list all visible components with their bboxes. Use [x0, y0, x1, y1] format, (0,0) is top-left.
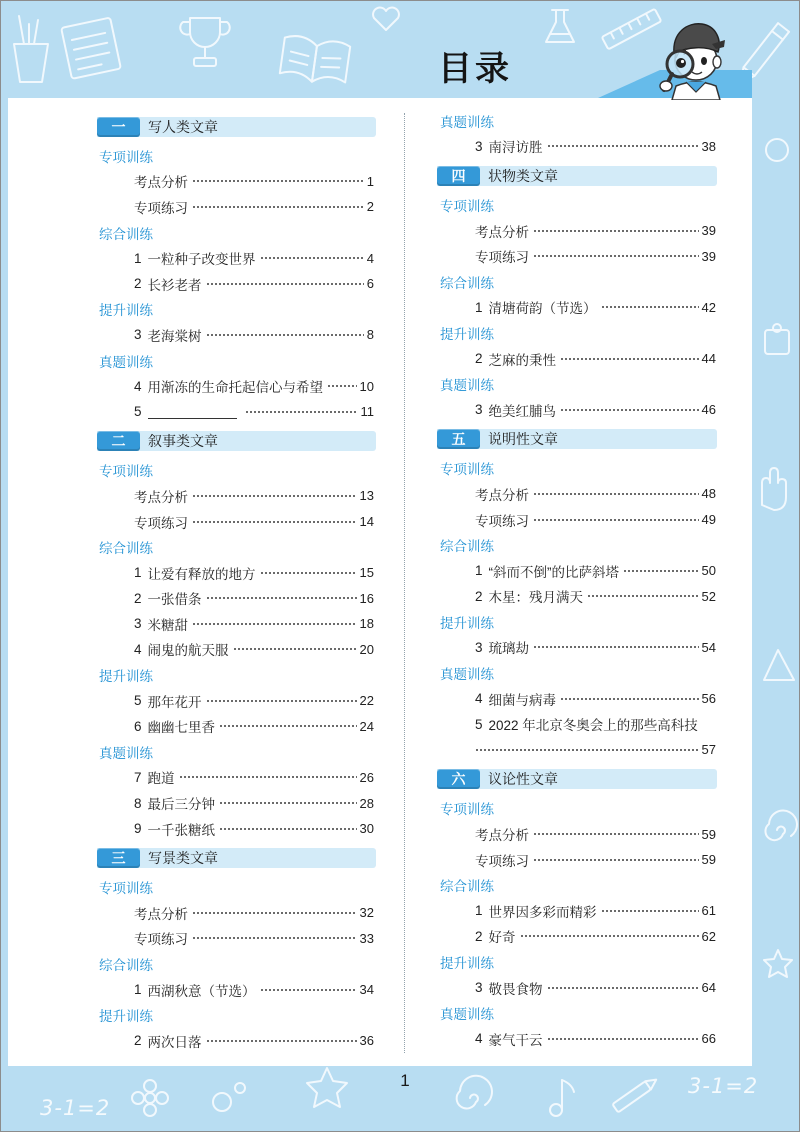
star-doodle-icon: [764, 950, 792, 977]
big-star-doodle-icon: [307, 1068, 347, 1107]
page-number: 22: [359, 693, 374, 709]
entry-title: 老海棠树: [147, 328, 202, 344]
entry-title: 豪气干云: [488, 1032, 543, 1048]
dot-leader: [206, 333, 364, 337]
page-number: 59: [701, 852, 716, 868]
swirl-doodle-icon: [765, 811, 797, 841]
toc-entry: [97, 322, 376, 348]
dot-leader: [533, 645, 699, 649]
entry-title: 一张借条: [147, 592, 202, 608]
section-header-bar: [437, 429, 717, 449]
entry-number: 2: [134, 1033, 142, 1049]
entry-title: 2022 年北京冬奥会上的那些高科技: [488, 718, 698, 734]
entry-title: 敬畏食物: [488, 981, 543, 997]
circle-doodle-icon: [766, 139, 788, 161]
toc-entry: [437, 686, 717, 712]
section-title: 状物类文章: [488, 167, 558, 184]
category-label: 专项训练: [99, 881, 153, 897]
dot-leader: [206, 699, 357, 703]
entry-number: 5: [134, 693, 142, 709]
section-title: 写景类文章: [148, 849, 218, 866]
dot-leader: [192, 622, 357, 626]
page-number: 30: [359, 821, 374, 837]
category-label: 专项训练: [99, 149, 153, 165]
category-label: 真题训练: [440, 1007, 494, 1023]
triangle-doodle-icon: [764, 650, 794, 680]
entry-title: 考点分析: [134, 489, 188, 505]
page-number-footer: 1: [400, 1071, 410, 1090]
entry-title: 米糖甜: [147, 617, 189, 633]
flask-doodle-icon: [546, 10, 574, 42]
entry-title: 一千张糖纸: [147, 822, 216, 838]
entry-number: 1: [134, 982, 142, 998]
entry-number: 1: [475, 299, 483, 315]
column-divider: [404, 113, 405, 1053]
music-note-doodle-icon: [550, 1080, 574, 1116]
page-number: 20: [359, 641, 374, 657]
toc-entry: [437, 507, 717, 533]
dot-leader: [192, 520, 357, 524]
toc-entry: [437, 898, 717, 924]
entry-title: “斜而不倒”的比萨斜塔: [488, 564, 620, 580]
page-number: 4: [366, 250, 374, 266]
toc-entry: [437, 711, 717, 737]
page-number: 46: [701, 402, 716, 418]
entry-title: 跑道: [147, 771, 175, 787]
section-header-bar: [97, 848, 376, 868]
entry-number: 2: [475, 588, 483, 604]
toc-entry: [437, 924, 717, 950]
toc-entry: [97, 509, 376, 535]
puzzle-doodle-icon: [765, 324, 789, 354]
dot-leader: [560, 697, 699, 701]
dot-leader: [533, 832, 699, 836]
entry-number: 2: [475, 351, 483, 367]
dot-leader: [260, 988, 357, 992]
toc-column-left: [97, 110, 376, 1054]
dot-leader: [245, 410, 358, 414]
entry-title: 长衫老者: [147, 277, 202, 293]
toc-entry: [437, 218, 717, 244]
entry-title-blank: [148, 405, 237, 419]
entry-title: 琉璃劫: [488, 641, 530, 657]
section-header-bar: [97, 117, 376, 137]
dot-leader: [560, 357, 699, 361]
category-label: 真题训练: [440, 667, 494, 683]
entry-number: 4: [475, 691, 483, 707]
entry-title: 考点分析: [475, 224, 529, 240]
doodle-math-right: 3-1=2: [688, 1074, 759, 1098]
entry-title: 专项练习: [134, 932, 188, 948]
toc-entry: [437, 584, 717, 610]
toc-column-right: [437, 108, 717, 1052]
entry-title: 细菌与病毒: [488, 692, 557, 708]
toc-entry: [97, 373, 376, 399]
toc-entry: [97, 926, 376, 952]
page-number: 66: [701, 1031, 716, 1047]
toc-entry: [97, 765, 376, 791]
dot-leader: [219, 827, 357, 831]
category-label: 真题训练: [440, 114, 494, 130]
section-header-bar: [437, 166, 717, 186]
section-title: 写人类文章: [148, 118, 218, 135]
pencil-cup-doodle-icon: [14, 16, 48, 82]
dot-leader: [260, 571, 357, 575]
dot-leader: [192, 179, 364, 183]
section-header: [437, 423, 717, 456]
entry-number: 7: [134, 769, 142, 785]
entry-title: 最后三分钟: [147, 797, 216, 813]
page-number: 54: [701, 639, 716, 655]
entry-title: 世界因多彩而精彩: [488, 904, 597, 920]
page-number: 2: [366, 199, 374, 215]
dot-leader: [547, 986, 699, 990]
dot-leader: [475, 748, 699, 752]
page-number: 38: [701, 138, 716, 154]
entry-number: 1: [475, 563, 483, 579]
dot-leader: [192, 936, 357, 940]
dot-leader: [601, 909, 699, 913]
section-title: 叙事类文章: [148, 433, 218, 450]
entry-title: 专项练习: [475, 513, 529, 529]
entry-title: 考点分析: [134, 906, 188, 922]
dot-leader: [520, 934, 699, 938]
category-label: 提升训练: [440, 956, 494, 972]
entry-number: 2: [475, 928, 483, 944]
spiral-doodle-icon: [457, 1076, 492, 1109]
dot-leader: [206, 282, 364, 286]
doodle-math-left: 3-1=2: [40, 1096, 111, 1120]
dot-leader: [192, 205, 364, 209]
pen-doodle-icon: [612, 1076, 659, 1113]
entry-number: 1: [134, 565, 142, 581]
page-number: 6: [366, 276, 374, 292]
entry-title: 考点分析: [475, 828, 529, 844]
page-number: 62: [701, 928, 716, 944]
toc-entry: [437, 295, 717, 321]
toc-entry: [97, 637, 376, 663]
category-label: 综合训练: [99, 226, 153, 242]
entry-title: 考点分析: [475, 487, 529, 503]
dot-leader: [533, 858, 699, 862]
page-number: 59: [701, 826, 716, 842]
page-number: 13: [359, 488, 374, 504]
category-label: 真题训练: [99, 745, 153, 761]
category-label: 综合训练: [99, 541, 153, 557]
trophy-doodle-icon: [180, 18, 230, 66]
page-title: 目录: [438, 50, 512, 88]
page-number: 52: [701, 588, 716, 604]
dot-leader: [179, 775, 357, 779]
page-number: 11: [360, 404, 374, 420]
dot-leader: [206, 596, 357, 600]
page-number: 15: [359, 565, 374, 581]
category-label: 提升训练: [99, 303, 153, 319]
dot-leader: [327, 384, 357, 388]
category-label: 专项训练: [440, 802, 494, 818]
page-number: 64: [701, 980, 716, 996]
section-header: [97, 425, 376, 458]
dot-leader: [192, 911, 357, 915]
toc-entry: [97, 816, 376, 842]
entry-title: 西湖秋意（节选）: [147, 983, 256, 999]
category-label: 专项训练: [440, 198, 494, 214]
page-number: 33: [359, 930, 374, 946]
section-number-badge: 三: [97, 848, 140, 868]
page-number: 28: [359, 795, 374, 811]
entry-number: 8: [134, 795, 142, 811]
dot-leader: [219, 801, 357, 805]
entry-title: 南浔访胜: [488, 140, 543, 156]
page-number: 57: [701, 742, 716, 758]
dot-leader: [233, 647, 357, 651]
section-number-badge: 五: [437, 429, 480, 449]
section-title: 议论性文章: [488, 771, 558, 788]
toc-entry: [97, 1028, 376, 1054]
toc-entry: [97, 586, 376, 612]
flower-doodle-icon: [132, 1080, 168, 1116]
category-label: 真题训练: [99, 354, 153, 370]
page-number: 50: [701, 563, 716, 579]
entry-title: 好奇: [488, 930, 516, 946]
entry-title: 绝美红脯鸟: [488, 403, 557, 419]
category-label: 提升训练: [440, 326, 494, 342]
category-label: 提升训练: [99, 1009, 153, 1025]
page-number: 36: [359, 1033, 374, 1049]
dot-leader: [533, 254, 699, 258]
toc-entry: [97, 271, 376, 297]
page-number: 61: [701, 903, 716, 919]
section-header: [437, 159, 717, 192]
toc-entry: [97, 194, 376, 220]
section-title: 说明性文章: [488, 431, 558, 448]
open-book-doodle-icon: [279, 34, 350, 86]
entry-title: 专项练习: [475, 250, 529, 266]
section-number-badge: 二: [97, 431, 140, 451]
entry-number: 2: [134, 590, 142, 606]
entry-number: 1: [134, 250, 142, 266]
category-label: 提升训练: [440, 615, 494, 631]
entry-number: 6: [134, 718, 142, 734]
entry-number: 3: [475, 138, 483, 154]
category-label: 综合训练: [440, 539, 494, 555]
page-number: 56: [701, 691, 716, 707]
toc-entry: [97, 560, 376, 586]
dot-leader: [623, 569, 699, 573]
toc-entry: [437, 481, 717, 507]
hand-doodle-icon: [762, 468, 786, 510]
toc-entry-continuation: [437, 737, 717, 763]
page-number: 42: [701, 299, 716, 315]
entry-title: 芝麻的秉性: [488, 352, 557, 368]
category-label: 综合训练: [440, 879, 494, 895]
toc-entry: [97, 399, 376, 425]
dot-leader: [560, 408, 699, 412]
entry-number: 5: [475, 716, 483, 732]
category-label: 专项训练: [99, 464, 153, 480]
entry-number: 3: [475, 980, 483, 996]
page-number: 32: [359, 905, 374, 921]
dot-leader: [206, 1039, 357, 1043]
page-number: 34: [359, 982, 374, 998]
entry-number: 2: [134, 276, 142, 292]
bubbles-doodle-icon: [213, 1083, 245, 1111]
toc-entry: [437, 558, 717, 584]
toc-entry: [437, 243, 717, 269]
entry-number: 3: [134, 327, 142, 343]
entry-number: 1: [475, 903, 483, 919]
dot-leader: [547, 1037, 699, 1041]
page-number: 39: [701, 248, 716, 264]
page-number: 14: [359, 514, 374, 530]
page-number: 8: [366, 327, 374, 343]
toc-entry: [97, 688, 376, 714]
page-number: 16: [359, 590, 374, 606]
entry-number: 3: [475, 639, 483, 655]
toc-entry: [437, 635, 717, 661]
page-number: 24: [359, 718, 374, 734]
entry-title: 闹鬼的航天服: [147, 643, 229, 659]
page-number: 26: [359, 769, 374, 785]
page-number: 39: [701, 223, 716, 239]
entry-title: 用渐冻的生命托起信心与希望: [147, 380, 324, 396]
toc-entry: [97, 169, 376, 195]
entry-number: 4: [475, 1031, 483, 1047]
dot-leader: [601, 305, 699, 309]
category-label: 综合训练: [440, 275, 494, 291]
entry-title: 清塘荷韵（节选）: [488, 301, 597, 317]
toc-entry: [437, 847, 717, 873]
section-header-bar: [437, 769, 717, 789]
dot-leader: [533, 518, 699, 522]
section-header-bar: [97, 431, 376, 451]
dot-leader: [533, 492, 699, 496]
mascot-boy-magnifier-icon: [646, 16, 726, 100]
dot-leader: [547, 144, 699, 148]
page-number: 18: [359, 616, 374, 632]
entry-title: 专项练习: [475, 853, 529, 869]
toc-entry: [97, 483, 376, 509]
page-number: 10: [359, 378, 374, 394]
dot-leader: [219, 724, 357, 728]
toc-entry: [437, 1026, 717, 1052]
category-label: 专项训练: [440, 462, 494, 478]
entry-number: 4: [134, 641, 142, 657]
notebook-doodle-icon: [61, 18, 121, 79]
category-label: 真题训练: [440, 378, 494, 394]
dot-leader: [192, 494, 357, 498]
dot-leader: [260, 256, 364, 260]
entry-title: 专项练习: [134, 200, 188, 216]
entry-number: 9: [134, 821, 142, 837]
dot-leader: [533, 229, 699, 233]
toc-entry: [437, 821, 717, 847]
section-header: [97, 841, 376, 874]
toc-entry: [437, 346, 717, 372]
toc-entry: [97, 977, 376, 1003]
toc-entry: [437, 397, 717, 423]
entry-number: 5: [134, 404, 142, 420]
toc-entry: [437, 975, 717, 1001]
entry-number: 3: [475, 402, 483, 418]
page-number: 48: [701, 486, 716, 502]
toc-entry: [97, 245, 376, 271]
category-label: 综合训练: [99, 958, 153, 974]
page-number: 44: [701, 351, 716, 367]
entry-title: 一粒种子改变世界: [147, 252, 256, 268]
dot-leader: [587, 594, 699, 598]
section-number-badge: 四: [437, 166, 480, 186]
entry-title: 幽幽七里香: [147, 720, 216, 736]
toc-entry: [97, 611, 376, 637]
toc-entry: [437, 134, 717, 160]
entry-number: 4: [134, 378, 142, 394]
entry-number: 3: [134, 616, 142, 632]
heart-doodle-icon: [373, 8, 399, 30]
page-number: 49: [701, 512, 716, 528]
toc-entry: [97, 790, 376, 816]
entry-title: 两次日落: [147, 1034, 202, 1050]
category-label: 提升训练: [99, 669, 153, 685]
section-number-badge: 六: [437, 769, 480, 789]
section-header: [97, 110, 376, 143]
section-header: [437, 763, 717, 796]
entry-title: 考点分析: [134, 175, 188, 191]
toc-entry: [97, 713, 376, 739]
entry-title: 专项练习: [134, 515, 188, 531]
entry-title: 那年花开: [147, 694, 202, 710]
entry-title: 木星：残月满天: [488, 590, 584, 606]
page-number: 1: [366, 173, 374, 189]
section-number-badge: 一: [97, 117, 140, 137]
entry-title: 让爱有释放的地方: [147, 566, 256, 582]
toc-entry: [97, 900, 376, 926]
